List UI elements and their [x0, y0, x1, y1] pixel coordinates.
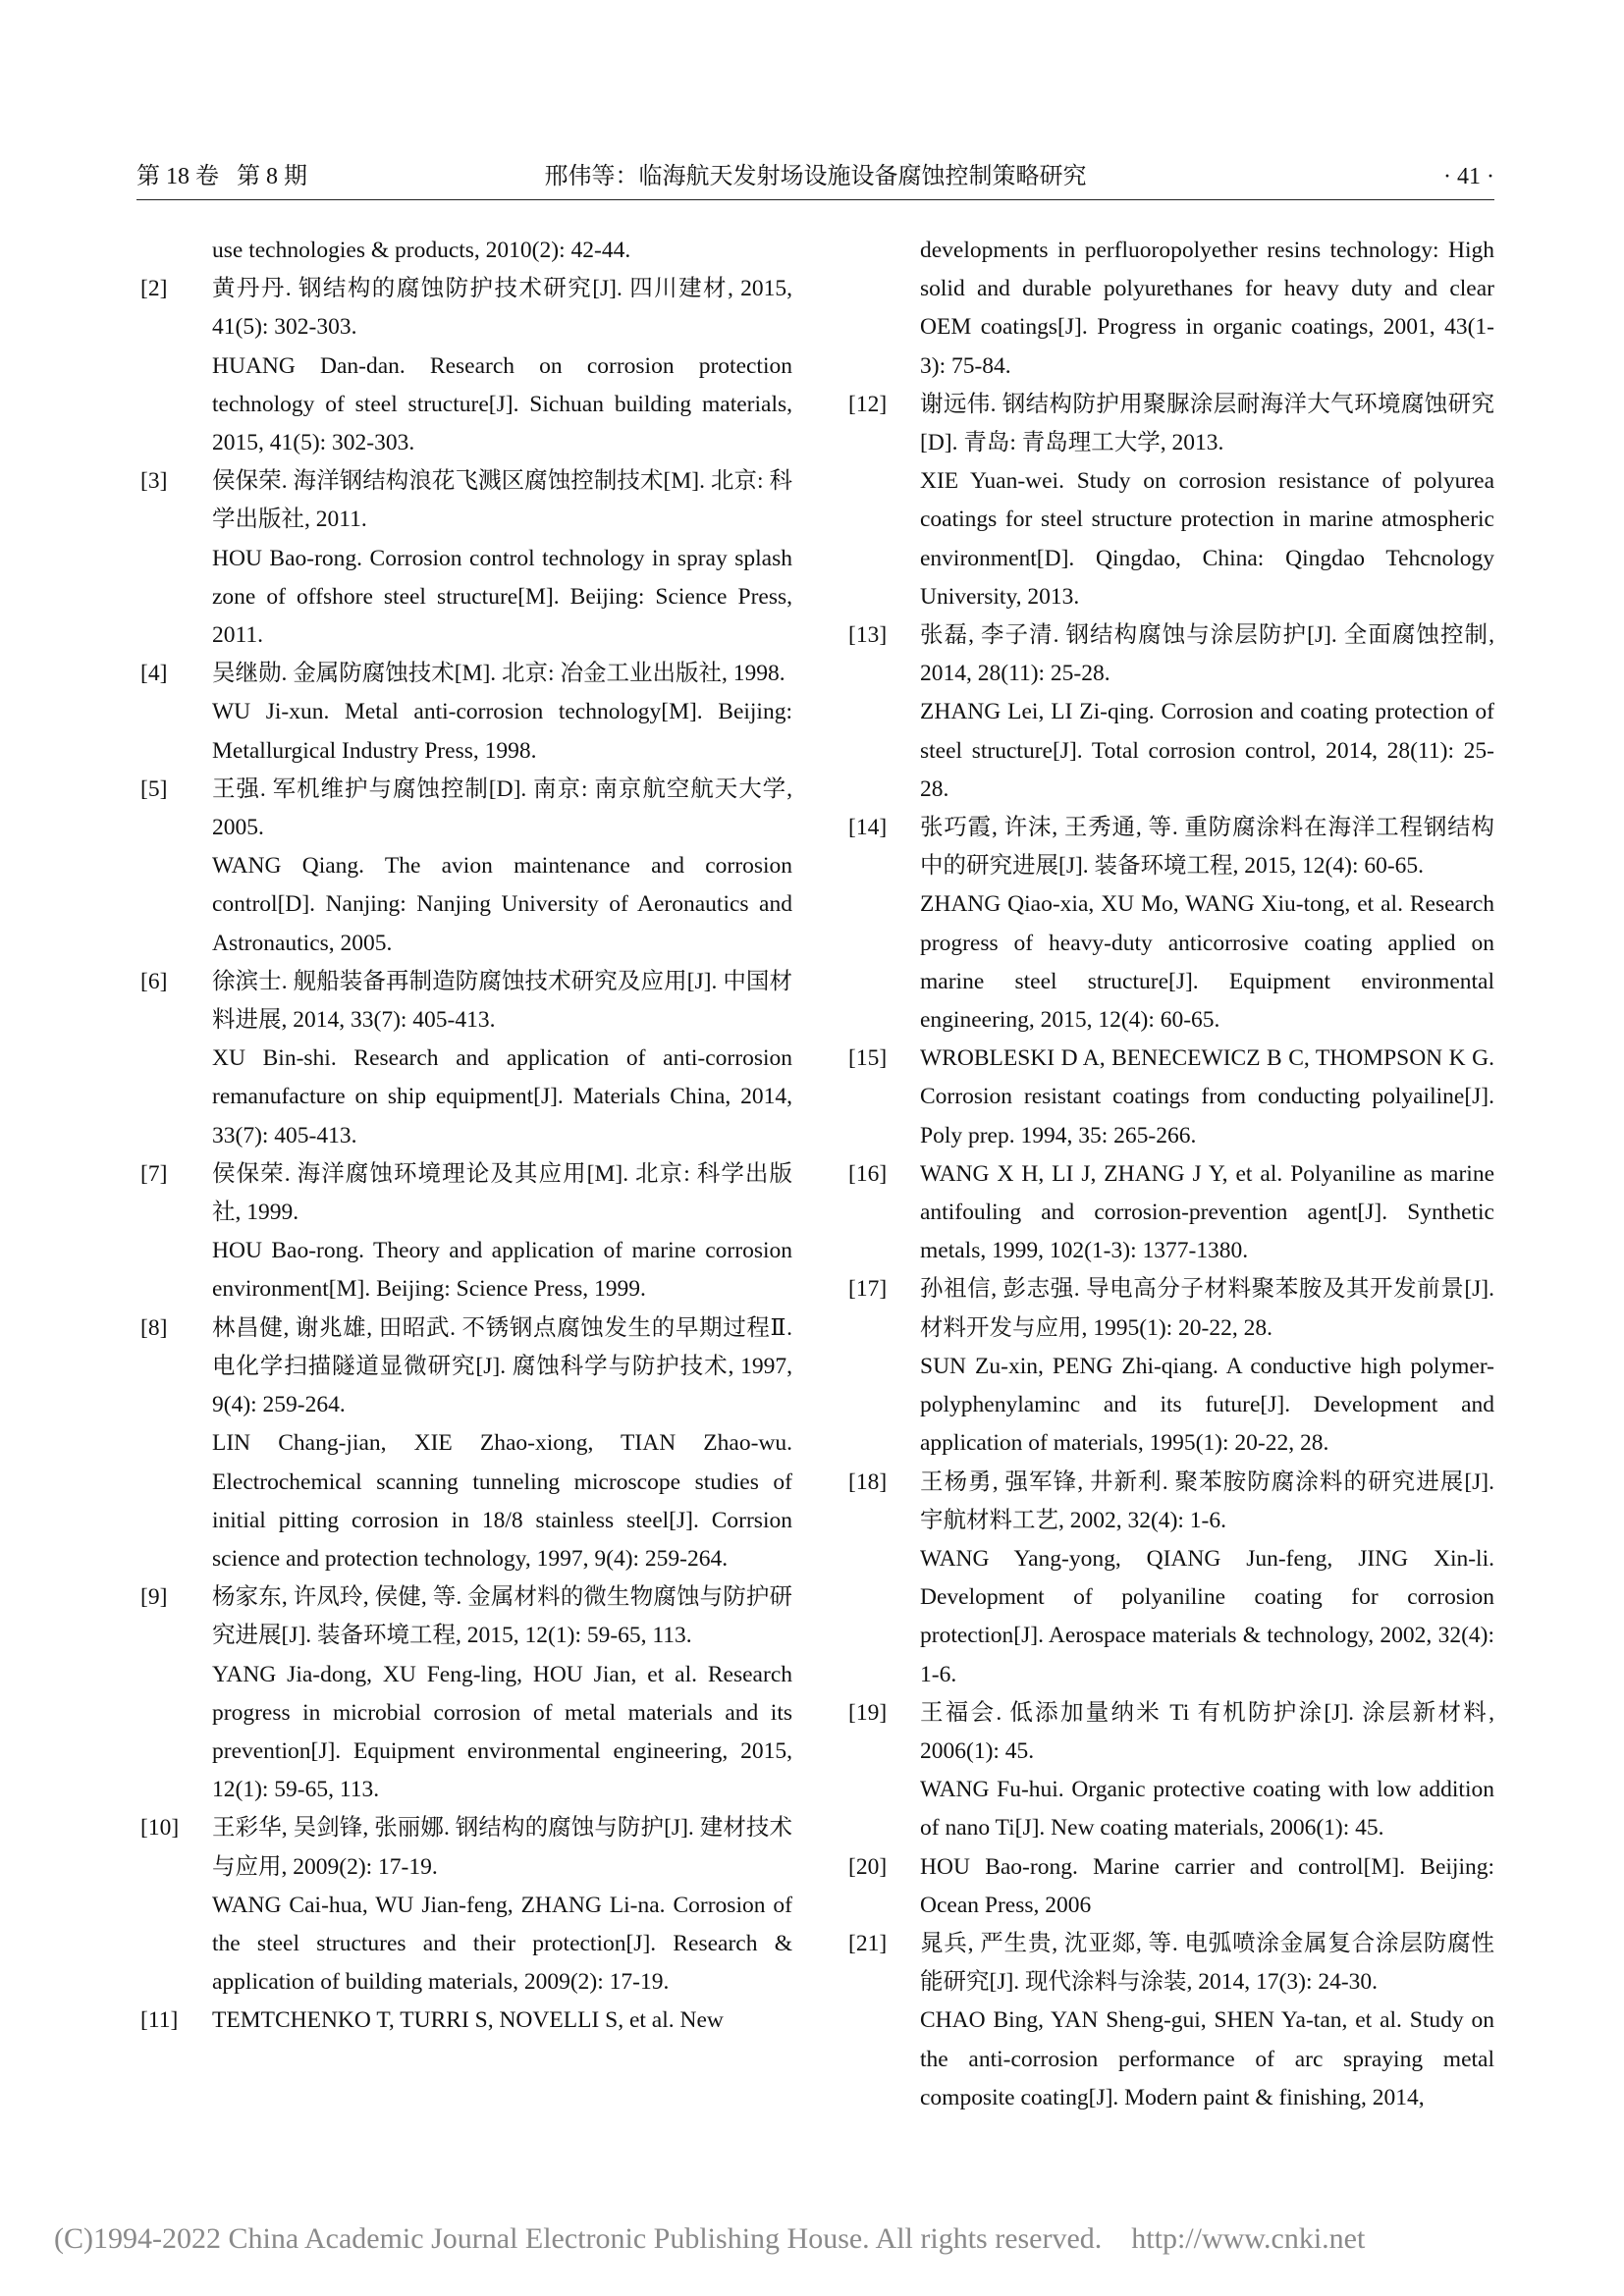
- reference-citation: 张巧霞, 许沫, 王秀通, 等. 重防腐涂料在海洋工程钢结构中的研究进展[J]. 装备环境工程, 2015, 12(4): 60-65.: [920, 815, 1494, 880]
- reference-number: [14]: [848, 815, 888, 841]
- reference-citation-english: WU Ji-xun. Metal anti-corrosion technology[M]. Beijing: Metallurgical Industry Press, 1998.: [212, 699, 792, 764]
- reference-column-left: [136, 232, 792, 2041]
- header-rule: [136, 199, 1494, 200]
- reference-citation-english: ZHANG Lei, LI Zi-qing. Corrosion and coating protection of steel structure[J]. Total corrosion control, 2014, 28(11): 25-28.: [920, 699, 1494, 802]
- reference-number: [11]: [140, 2007, 179, 2034]
- reference-number: [18]: [848, 1468, 888, 1495]
- reference-citation-english: WANG Cai-hua, WU Jian-feng, ZHANG Li-na. Corrosion of the steel structures and their protection[J]. Research & application of building materials, 2009(2): 17-19.: [212, 1892, 792, 1996]
- reference-entry: [844, 809, 1494, 1040]
- reference-entry: [844, 386, 1494, 616]
- reference-list-left: [136, 270, 792, 2040]
- reference-citation-english: LIN Chang-jian, XIE Zhao-xiong, TIAN Zhao-wu. Electrochemical scanning tunneling microscope studies of initial pitting corrosion in 18/8 stainless steel[J]. Corrsion science and protection technology, 1997, 9(4): 259-264.: [212, 1430, 792, 1572]
- reference-citation: WROBLESKI D A, BENECEWICZ B C, THOMPSON K G. Corrosion resistant coatings from conducting polyailine[J]. Poly prep. 1994, 35: 265-266.: [920, 1045, 1494, 1148]
- reference-citation-english: HUANG Dan-dan. Research on corrosion protection technology of steel structure[J]. Sichuan building materials, 2015, 41(5): 302-303.: [212, 352, 792, 456]
- reference-citation: TEMTCHENKO T, TURRI S, NOVELLI S, et al. New: [212, 2007, 724, 2034]
- reference-citation: 王福会. 低添加量纳米 Ti 有机防护涂[J]. 涂层新材料, 2006(1): 45.: [920, 1699, 1494, 1764]
- reference-number: [8]: [140, 1314, 168, 1341]
- reference-entry: [844, 1040, 1494, 1155]
- reference-entry: [136, 1578, 792, 1809]
- reference-citation-english: SUN Zu-xin, PENG Zhi-qiang. A conductive high polymer-polyphenylaminc and its future[J]. Development and application of materials, 1995(1): 20-22, 28.: [920, 1353, 1494, 1457]
- reference-citation: 侯保荣. 海洋腐蚀环境理论及其应用[M]. 北京: 科学出版社, 1999.: [212, 1160, 792, 1226]
- reference-number: [3]: [140, 468, 168, 495]
- reference-entry: [844, 1270, 1494, 1463]
- reference-entry: [136, 1809, 792, 2002]
- reference-citation: 谢远伟. 钢结构防护用聚脲涂层耐海洋大气环境腐蚀研究[D]. 青岛: 青岛理工大学, 2013.: [920, 391, 1494, 456]
- reference-number: [6]: [140, 968, 168, 994]
- reference-entry: [844, 1848, 1494, 1925]
- reference-number: [13]: [848, 622, 888, 649]
- page-number: · 41 ·: [1443, 164, 1494, 189]
- reference-citation: 王强. 军机维护与腐蚀控制[D]. 南京: 南京航空航天大学, 2005.: [212, 775, 792, 841]
- reference-citation-english: WANG Fu-hui. Organic protective coating with low addition of nano Ti[J]. New coating materials, 2006(1): 45.: [920, 1777, 1494, 1842]
- reference-citation: 林昌健, 谢兆雄, 田昭武. 不锈钢点腐蚀发生的早期过程Ⅱ.电化学扫描隧道显微研究[J]. 腐蚀科学与防护技术, 1997, 9(4): 259-264.: [212, 1314, 792, 1418]
- reference-entry: [136, 963, 792, 1155]
- reference-citation-english: XU Bin-shi. Research and application of anti-corrosion remanufacture on ship equipment[J]. Materials China, 2014, 33(7): 405-413.: [212, 1045, 792, 1148]
- reference-entry: [136, 462, 792, 655]
- reference-citation: 晁兵, 严生贵, 沈亚郯, 等. 电弧喷涂金属复合涂层防腐性能研究[J]. 现代涂料与涂装, 2014, 17(3): 24-30.: [920, 1930, 1494, 1996]
- reference-list-right: [844, 386, 1494, 2117]
- reference-citation: 侯保荣. 海洋钢结构浪花飞溅区腐蚀控制技术[M]. 北京: 科学出版社, 2011.: [212, 468, 792, 533]
- reference-entry: [844, 1464, 1494, 1694]
- reference-citation: WANG X H, LI J, ZHANG J Y, et al. Polyaniline as marine antifouling and corrosion-prevention agent[J]. Synthetic metals, 1999, 102(1-3): 1377-1380.: [920, 1160, 1494, 1264]
- reference-number: [7]: [140, 1160, 168, 1187]
- reference-number: [20]: [848, 1853, 888, 1880]
- reference-citation-english: XIE Yuan-wei. Study on corrosion resistance of polyurea coatings for steel structure protection in marine atmospheric environment[D]. Qingdao, China: Qingdao Tehcnology University, 2013.: [920, 468, 1494, 610]
- reference-number: [15]: [848, 1045, 888, 1072]
- reference-citation-english: CHAO Bing, YAN Sheng-gui, SHEN Ya-tan, et al. Study on the anti-corrosion performance of arc spraying metal composite coating[J]. Modern paint & finishing, 2014,: [920, 2007, 1494, 2110]
- reference-number: [19]: [848, 1699, 888, 1726]
- journal-issue: 第 18 卷 第 8 期: [136, 164, 307, 189]
- running-header: [136, 159, 1494, 194]
- article-title-header: 邢伟等：临海航天发射场设施设备腐蚀控制策略研究: [544, 164, 1087, 189]
- reference-entry: [136, 270, 792, 462]
- reference-entry: [844, 1925, 1494, 2117]
- reference-citation-english: HOU Bao-rong. Corrosion control technology in spray splash zone of offshore steel structure[M]. Beijing: Science Press, 2011.: [212, 545, 792, 649]
- reference-number: [10]: [140, 1815, 180, 1842]
- reference-entry: [136, 1309, 792, 1578]
- reference-entry: [136, 771, 792, 963]
- reference-citation: 杨家东, 许凤玲, 侯健, 等. 金属材料的微生物腐蚀与防护研究进展[J]. 装备环境工程, 2015, 12(1): 59-65, 113.: [212, 1584, 792, 1649]
- reference-column-right: [844, 232, 1494, 2117]
- reference-citation: 徐滨士. 舰船装备再制造防腐蚀技术研究及应用[J]. 中国材料进展, 2014, 33(7): 405-413.: [212, 968, 792, 1034]
- reference-number: [12]: [848, 391, 888, 417]
- reference-citation: 吴继勋. 金属防腐蚀技术[M]. 北京: 冶金工业出版社, 1998.: [212, 661, 785, 687]
- reference-continuation: use technologies & products, 2010(2): 42-44.: [212, 238, 631, 263]
- reference-entry: [844, 1694, 1494, 1848]
- reference-number: [16]: [848, 1160, 888, 1187]
- reference-citation: 王杨勇, 强军锋, 井新利. 聚苯胺防腐涂料的研究进展[J]. 宇航材料工艺, 2002, 32(4): 1-6.: [920, 1468, 1494, 1533]
- reference-number: [2]: [140, 276, 168, 302]
- reference-number: [4]: [140, 661, 168, 687]
- reference-number: [21]: [848, 1930, 888, 1956]
- reference-citation: 王彩华, 吴剑锋, 张丽娜. 钢结构的腐蚀与防护[J]. 建材技术与应用, 2009(2): 17-19.: [212, 1815, 792, 1880]
- reference-entry: [136, 2002, 792, 2040]
- copyright-footer: (C)1994-2022 China Academic Journal Electronic Publishing House. All rights reserved. http://www.cnki.net: [54, 2222, 1366, 2255]
- reference-citation: 孙祖信, 彭志强. 导电高分子材料聚苯胺及其开发前景[J]. 材料开发与应用, 1995(1): 20-22, 28.: [920, 1276, 1494, 1341]
- reference-citation-english: WANG Yang-yong, QIANG Jun-feng, JING Xin-li. Development of polyaniline coating for corrosion protection[J]. Aerospace materials & technology, 2002, 32(4): 1-6.: [920, 1545, 1494, 1687]
- reference-number: [5]: [140, 775, 168, 802]
- reference-citation: 黄丹丹. 钢结构的腐蚀防护技术研究[J]. 四川建材, 2015, 41(5): 302-303.: [212, 276, 792, 341]
- reference-number: [9]: [140, 1584, 168, 1611]
- reference-continuation: developments in perfluoropolyether resins technology: High solid and durable polyurethanes for heavy duty and clear OEM coatings[J]. Progress in organic coatings, 2001, 43(1-3): 75-84.: [920, 238, 1494, 379]
- reference-entry: [844, 1155, 1494, 1271]
- reference-entry: [844, 616, 1494, 809]
- reference-citation-english: YANG Jia-dong, XU Feng-ling, HOU Jian, et al. Research progress in microbial corrosion of metal materials and its prevention[J]. Equipment environmental engineering, 2015, 12(1): 59-65, 113.: [212, 1661, 792, 1803]
- reference-entry: [136, 655, 792, 771]
- reference-citation-english: HOU Bao-rong. Theory and application of marine corrosion environment[M]. Beijing: Science Press, 1999.: [212, 1238, 792, 1303]
- reference-citation: HOU Bao-rong. Marine carrier and control[M]. Beijing: Ocean Press, 2006: [920, 1853, 1494, 1918]
- reference-citation-english: ZHANG Qiao-xia, XU Mo, WANG Xiu-tong, et al. Research progress of heavy-duty anticorrosive coating applied on marine steel structure[J]. Equipment environmental engineering, 2015, 12(4): 60-65.: [920, 891, 1494, 1034]
- reference-citation: 张磊, 李子清. 钢结构腐蚀与涂层防护[J]. 全面腐蚀控制, 2014, 28(11): 25-28.: [920, 622, 1494, 687]
- reference-number: [17]: [848, 1276, 888, 1303]
- reference-citation-english: WANG Qiang. The avion maintenance and corrosion control[D]. Nanjing: Nanjing University of Aeronautics and Astronautics, 2005.: [212, 853, 792, 956]
- reference-entry: [136, 1155, 792, 1309]
